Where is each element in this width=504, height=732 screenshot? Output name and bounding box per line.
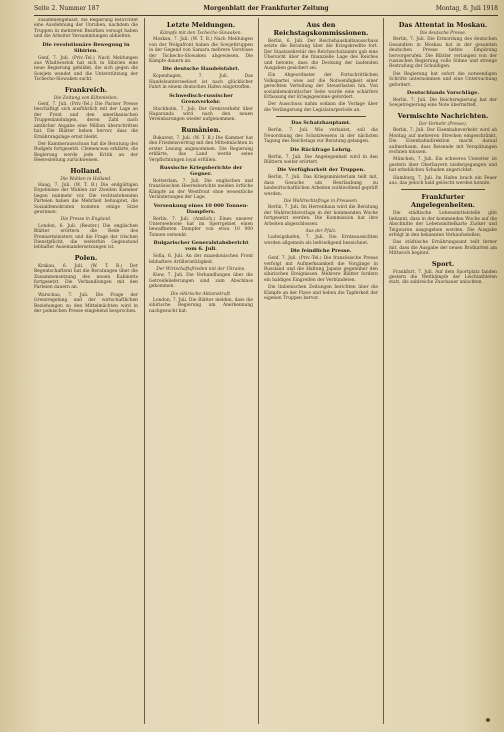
article-text: Genf, 7. Juli. (Priv.-Tel.) Nach Meldungen aus Wladiwostok hat sich in Sibirien eine neue Regierung gebildet, die sich gegen die Sowjets wendet und die Unterstützung der Tschecho-Slowaken sucht. xyxy=(34,55,138,83)
section-heading: Frankfurter Angelegenheiten. xyxy=(411,193,475,210)
article-subheading: Die sibirische Aktionskraft. xyxy=(170,291,232,297)
article-heading: Deutschlands Vorschläge. xyxy=(406,90,480,97)
column-3 xyxy=(264,18,378,726)
section-heading: Frankreich. xyxy=(64,85,108,94)
issue-date: Montag, 8. Juli 1918 xyxy=(435,5,498,12)
article-text: Das städtische Ernährungsamt teilt ferner mit, dass die Ausgabe der neuen Brotkarten am Mittwoch beginnt. xyxy=(389,240,497,257)
article-text: Die Regierung hat sofort die notwendigen Schritte unternommen und eine Untersuchung gefordert. xyxy=(389,71,497,88)
article-subheading: Die Zeitung von Kiltenleiten. xyxy=(53,95,119,101)
article-text: Berlin, 7. Juli. Das Kriegsministerium teilt mit, dass Gesuche um Beurlaubung zu landwirtschaftlichen Arbeiten wohlwollend geprüft werden. xyxy=(264,175,378,197)
section-heading: Holland. xyxy=(70,166,102,175)
article-heading: Die feindliche Presse. xyxy=(290,248,352,255)
article-heading: Die revolutionäre Bewegung in Sibirien. xyxy=(42,41,130,54)
section-heading: Vermischte Nachrichten. xyxy=(397,111,489,120)
article-text: Moskau, 7. Juli. (W. T. B.) Nach Meldungen von der Wolgafront haben die Sowjettruppen in der Gegend von Samara mehrere Vorstösse der Tschecho-Slowaken abgewiesen. Die Kämpfe dauern an. xyxy=(149,37,253,65)
article-text: London, 6. Juli. (Reuter.) Die englischen Blätter erörtern die Rede des Premierministers und die Frage der irischen Dienstpflicht, die weiterhin Gegenstand lebhafter Auseinandersetzungen ist. xyxy=(34,223,138,251)
section-heading: Polen. xyxy=(74,253,98,262)
article-text: Berlin, 7. Juli. Im Herrenhaus wird die Beratung der Wahlrechtsvorlage in der kommenden Woche fortgesetzt werden. Die Kommission hat ihre Arbeiten abgeschlossen. xyxy=(264,205,378,227)
article-text: Frankfurt, 7. Juli. Auf dem Sportplatz fanden gestern die Wettkämpfe der Leichtathleten statt, die zahlreiche Zuschauer anlockten. xyxy=(389,269,497,286)
column-divider xyxy=(383,18,384,724)
article-text: Genf, 7. Juli. (Priv.-Tel.) Die Pariser Presse beschäftigt sich ausführlich mit der Lage an der Front und den amerikanischen Truppenlandungen, deren Zahl nach amtlicher Angabe eine Million überschritten hat. Die Blätter heben hervor, dass die Ernährungslage ernst bleibt. xyxy=(34,102,138,140)
article-heading: Die Rückfrage Lehrig. xyxy=(289,146,352,153)
article-text: München, 7. Juli. Ein schweres Unwetter ist gestern über Oberbayern niedergegangen und hat erheblichen Schaden angerichtet. xyxy=(389,157,497,174)
newspaper-masthead: Morgenblatt der Frankfurter Zeitung xyxy=(203,5,329,12)
article-text: Die städtische Lebensmittelstelle gibt bekannt, dass in der kommenden Woche auf die Abschnitte der Lebensmittelkarte Zucker und Teigwaren ausgegeben werden. Die Ausgabe erfolgt in den bekannten Verkaufsstellen. xyxy=(389,211,497,238)
section-heading: Letzte Meldungen. xyxy=(166,21,236,29)
article-text: Ein Abgeordneter der Fortschrittlichen Volkspartei wies auf die Notwendigkeit einer gerechten Verteilung der Steuerlasten hin. Von sozialdemokratischer Seite wurde eine schärfere Erfassung der Kriegsgewinne gefordert. xyxy=(264,73,378,101)
article-text: Berlin, 7. Juli. (Amtlich.) Eines unserer Unterseeboote hat im Sperrgebiet einen bewaffneten Dampfer von etwa 10 000 Tonnen versenkt. xyxy=(149,216,253,238)
section-heading: Sport. xyxy=(431,259,455,268)
article-text: London, 7. Juli. Die Blätter melden, dass die sibirische Regierung um Anerkennung nachgesucht hat. xyxy=(149,298,253,314)
article-heading: Russische Kriegsberichte der Gegner. xyxy=(159,164,243,177)
article-text: Warschau, 7. Juli. Die Frage der Grenzregelung und der wirtschaftlichen Beziehungen zu den Mittelmächten wird in der polnischen Presse eingehend besprochen. xyxy=(34,292,138,315)
article-text: Krakau, 6. Juli. (W. T. B.) Der Regentschaftsrat hat die Beratungen über die Zusammensetzung des neuen Kabinetts fortgesetzt. Die Verhandlungen mit den Parteien dauern an. xyxy=(34,263,138,291)
article-text: Kiew, 7. Juli. Die Verhandlungen über die Getreidelieferungen sind zum Abschluss gekommen. xyxy=(149,273,253,290)
article-text: Der Ausschuss nahm sodann die Vorlage über die Verlängerung der Legislaturperiode an. xyxy=(264,102,378,113)
article-text: Rotterdam, 7. Juli. Die englischen und französischen Heeresberichte melden örtliche Kämpfe an der Westfront ohne wesentliche Veränderungen der Lage. xyxy=(149,178,253,201)
article-heading: Das Schatzhauptamt. xyxy=(291,120,351,127)
article-text: Haag, 7. Juli. (W. T. B.) Die endgültigen Ergebnisse der Wahlen zur Zweiten Kammer liegen nunmehr vor. Die rechtsstehenden Parteien haben die Mehrheit behauptet, die Sozialdemokraten konnten einige Sitze gewinnen. xyxy=(34,182,138,215)
page-number: Seite 2. Nummer 187 xyxy=(34,5,100,12)
article-heading: Die deutsche Handelsfahrt. xyxy=(162,66,240,73)
section-heading: Rumänien. xyxy=(181,125,221,134)
article-subheading: Die Wahlen in Holland. xyxy=(60,176,112,182)
article-subheading: Die deutsche Presse. xyxy=(419,31,467,36)
article-text: Der Kammerausschuss hat die Beratung des Budgets fortgesetzt. Clemenceau erklärte, die Regierung werde jede Kritik an der Heeresleitung zurückweisen. xyxy=(34,141,138,164)
article-text: Berlin, 7. Juli. Die Reichsregierung hat der Sowjetregierung eine Note übermittelt. xyxy=(389,98,497,109)
article-text: Berlin, 7. Juli. Der Eisenbahnverkehr wird ab Montag auf mehreren Strecken eingeschränkt. Die Eisenbahndirektion macht darauf aufmerksam, dass Reisende mit Verspätungen rechnen müssen. xyxy=(389,128,497,155)
article-text: Kopenhagen, 7. Juli. Das Handelsunterseeboot ist nach glücklicher Fahrt in einem deutschen Hafen eingetroffen. xyxy=(149,74,253,91)
article-text: Berlin, 7. Juli. Die Ermordung des deutschen Gesandten in Moskau hat in der gesamten deutschen Presse tiefste Empörung hervorgerufen. Die Blätter verlangen von der russischen Regierung volle Sühne und strenge Bestrafung der Schuldigen. xyxy=(389,37,497,70)
article-heading: Versenkung eines 10 000 Tonnen-Dampfers. xyxy=(153,202,249,215)
article-subheading: Die Presse in England. xyxy=(60,217,112,223)
article-subheading: Der Wirtschaftsfrieden mit der Ukraine. xyxy=(156,266,246,272)
article-text: Berlin, 7. Juli. Die Angelegenheit wird in den Blättern weiter erörtert. xyxy=(264,154,378,165)
article-subheading: Die Wahlrechtsfrage in Preussen. xyxy=(283,198,359,204)
article-text: Ludwigshafen, 7. Juli. Die Ernteaussichten werden allgemein als befriedigend bezeichnet. xyxy=(264,235,378,246)
article-subheading: Der Verkehr (Presse). xyxy=(418,121,468,127)
article-text: Hamburg, 7. Juli. Im Hafen brach ein Feuer aus, das jedoch bald gelöscht werden konnte. xyxy=(389,175,497,186)
article-heading: Bulgarischer Generalstabsbericht vom 6. Juli. xyxy=(153,240,249,253)
article-heading: Die Verfügbarkeit der Truppen. xyxy=(277,167,365,174)
article-text: Stockholm, 7. Juli. Der Grenzverkehr über Haparanda wird nach den neuen Vereinbarungen wieder aufgenommen. xyxy=(149,106,253,123)
section-heading: Das Attentat in Moskau. xyxy=(398,21,488,29)
separator-rule xyxy=(276,116,366,117)
column-divider xyxy=(144,18,145,724)
section-heading: Aus den Reichstagskommissionen. xyxy=(273,21,369,37)
column-1 xyxy=(34,18,138,726)
column-4 xyxy=(389,18,497,726)
separator-rule xyxy=(401,189,485,190)
article-text: Genf, 7. Juli. (Priv.-Tel.) Die französische Presse verfolgt mit Aufmerksamkeit die Vorgänge in Russland und die Haltung Japans gegenüber den sibirischen Ereignissen. Mehrere Blätter fordern ein baldiges Eingreifen der Verbündeten. xyxy=(264,256,378,283)
article-text: Berlin, 6. Juli. Der Reichshaushaltsausschuss setzte die Beratung über die Kriegskredite fort. Der Staatssekretär des Reichsschatzamts gab eine Übersicht über die finanzielle Lage des Reiches und betonte, dass die Deckung der laufenden Ausgaben gesichert sei. xyxy=(264,39,378,72)
article-heading: Schwedisch-russischer Grenzverkehr. xyxy=(169,92,233,105)
article-text: Bukarest, 7. Juli. (W. T. B.) Die Kammer hat den Friedensvertrag mit den Mittelmächten in erster Lesung angenommen. Die Regierung erklärte, das Land werde seine Verpflichtungen loyal erfüllen. xyxy=(149,135,253,163)
ink-spot xyxy=(486,718,490,722)
article-text: Sofia, 6. Juli. An der mazedonischen Front lebhaftere Artillerietätigkeit. xyxy=(149,254,253,265)
article-subheading: Kämpfe mit den Tschecho-Slowaken. xyxy=(160,31,242,36)
article-subheading: Aus der Pfalz. xyxy=(305,228,337,234)
article-text: Berlin, 7. Juli. Wie verlautet, soll die Neuordnung des Schatzwesens in der nächsten Tagung des Reichstags zur Beratung gelangen. xyxy=(264,128,378,145)
page-header xyxy=(34,3,498,16)
column-divider xyxy=(258,18,259,724)
column-2 xyxy=(149,18,253,726)
article-text: Die italienischen Zeitungen berichten über die Kämpfe an der Piave und heben die Tapferkeit der eigenen Truppen hervor. xyxy=(264,285,378,302)
article-text: zusammengefasst, die Regierung befürchtet eine Ausdehnung der Unruhen, nachdem die Truppen in mehreren Bezirken versagt haben und die Arbeiter Versammlungen abhielten. xyxy=(34,18,138,40)
